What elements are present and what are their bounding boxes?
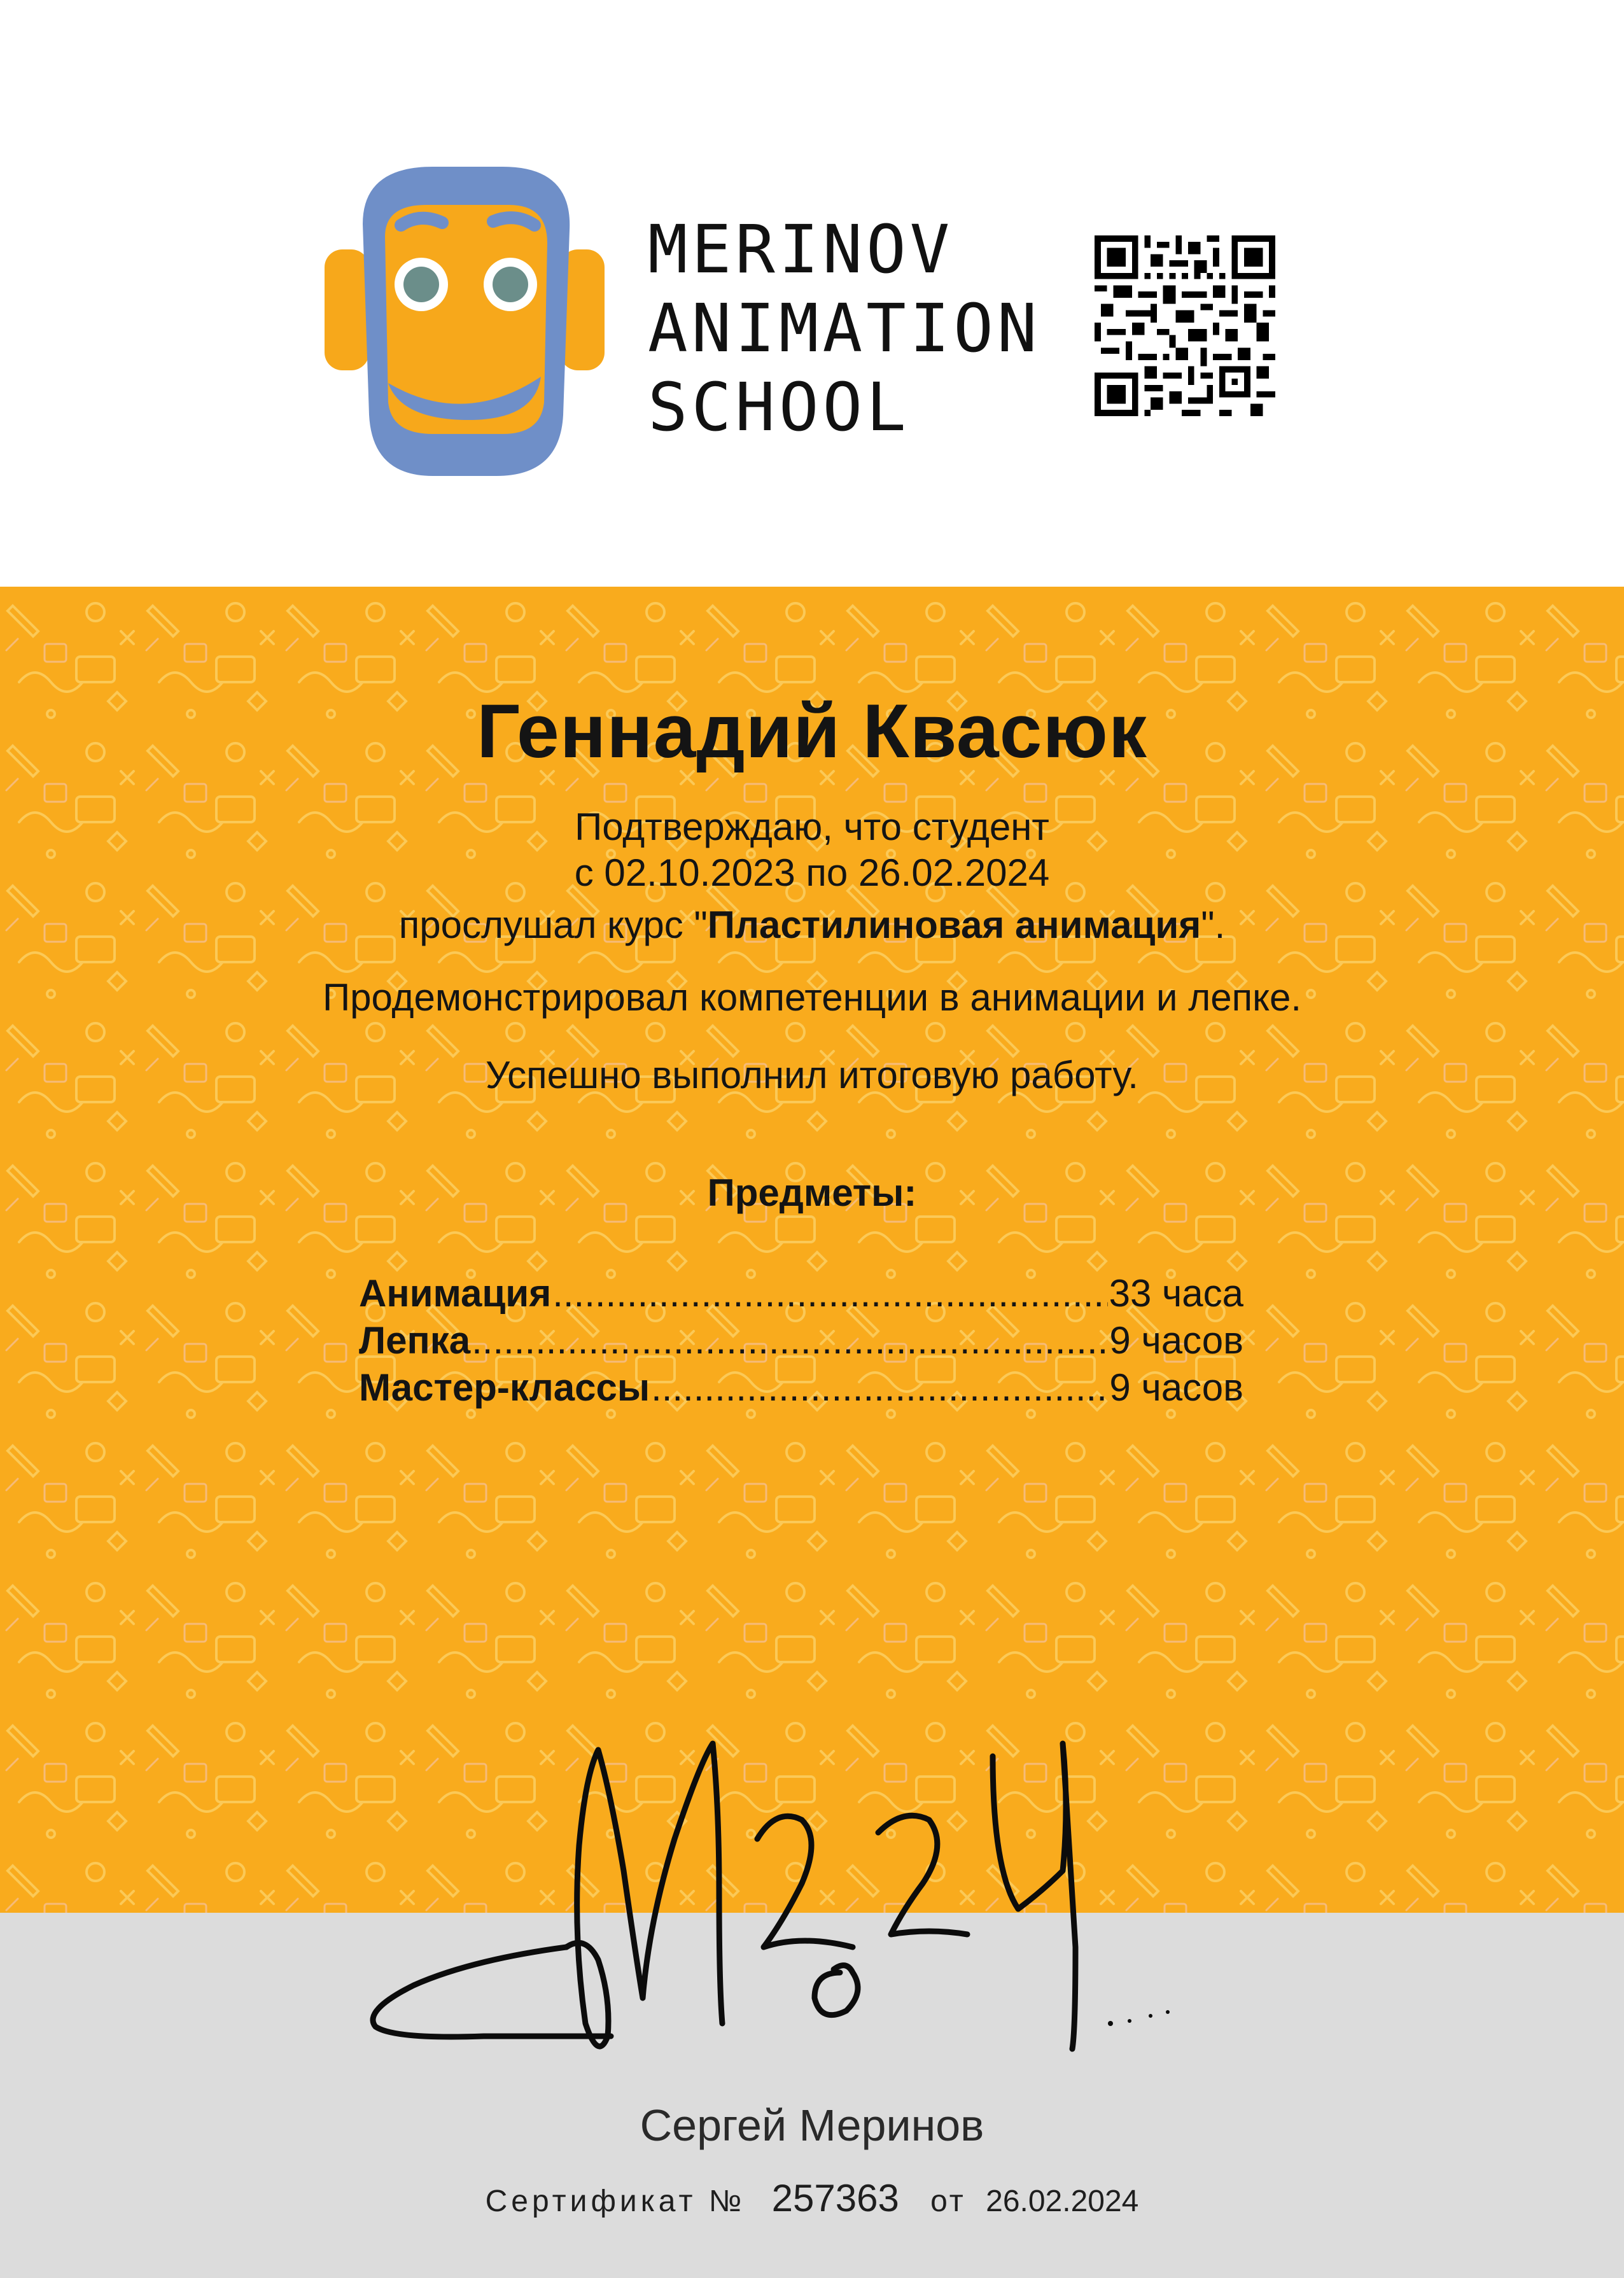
course-line bbox=[0, 902, 1624, 948]
subject-name: Мастер-классы bbox=[359, 1366, 650, 1409]
subject-hours: 9 часов bbox=[1109, 1366, 1243, 1409]
certificate-number: 257363 bbox=[771, 2177, 899, 2219]
final-work-line: Успешно выполнил итоговую работу. bbox=[486, 1054, 1138, 1096]
dot-leader bbox=[552, 1270, 1107, 1317]
qr-code-icon bbox=[1095, 235, 1275, 416]
signer-name: Сергей Меринов bbox=[640, 2100, 984, 2150]
subject-name: Лепка bbox=[359, 1319, 471, 1362]
logo-line-1: MERINOV bbox=[648, 211, 954, 288]
handwritten-signature bbox=[356, 1680, 1336, 2087]
certificate-date: 26.02.2024 bbox=[986, 2184, 1139, 2218]
competence-line: Продемонстрировал компетенции в анимации и лепке. bbox=[322, 976, 1302, 1019]
course-suffix: ". bbox=[1201, 904, 1226, 946]
confirm-line: Подтверждаю, что студент bbox=[575, 806, 1049, 848]
certificate-number-line bbox=[0, 2176, 1624, 2220]
certificate-label: Сертификат № bbox=[485, 2184, 746, 2218]
logo-face-icon bbox=[325, 167, 605, 476]
subject-row bbox=[359, 1364, 1243, 1411]
subject-row bbox=[359, 1317, 1243, 1364]
course-name: Пластилиновая анимация bbox=[707, 904, 1201, 946]
subjects-list bbox=[359, 1270, 1243, 1411]
dot-leader bbox=[651, 1364, 1108, 1411]
logo-line-3: SCHOOL bbox=[648, 368, 910, 446]
subject-hours: 9 часов bbox=[1109, 1319, 1243, 1362]
course-prefix: прослушал курс " bbox=[398, 904, 708, 946]
subject-name: Анимация bbox=[359, 1272, 552, 1315]
dot-leader bbox=[472, 1317, 1108, 1364]
date-from-label: от bbox=[930, 2184, 966, 2218]
subject-hours: 33 часа bbox=[1109, 1272, 1243, 1315]
student-name: Геннадий Квасюк bbox=[477, 688, 1147, 774]
header bbox=[0, 0, 1624, 587]
subject-row bbox=[359, 1270, 1243, 1317]
date-range-line: с 02.10.2023 по 26.02.2024 bbox=[574, 851, 1050, 894]
logo-line-2: ANIMATION bbox=[648, 290, 1041, 367]
subjects-title: Предметы: bbox=[707, 1171, 917, 1214]
logo-wordmark bbox=[648, 210, 1042, 447]
